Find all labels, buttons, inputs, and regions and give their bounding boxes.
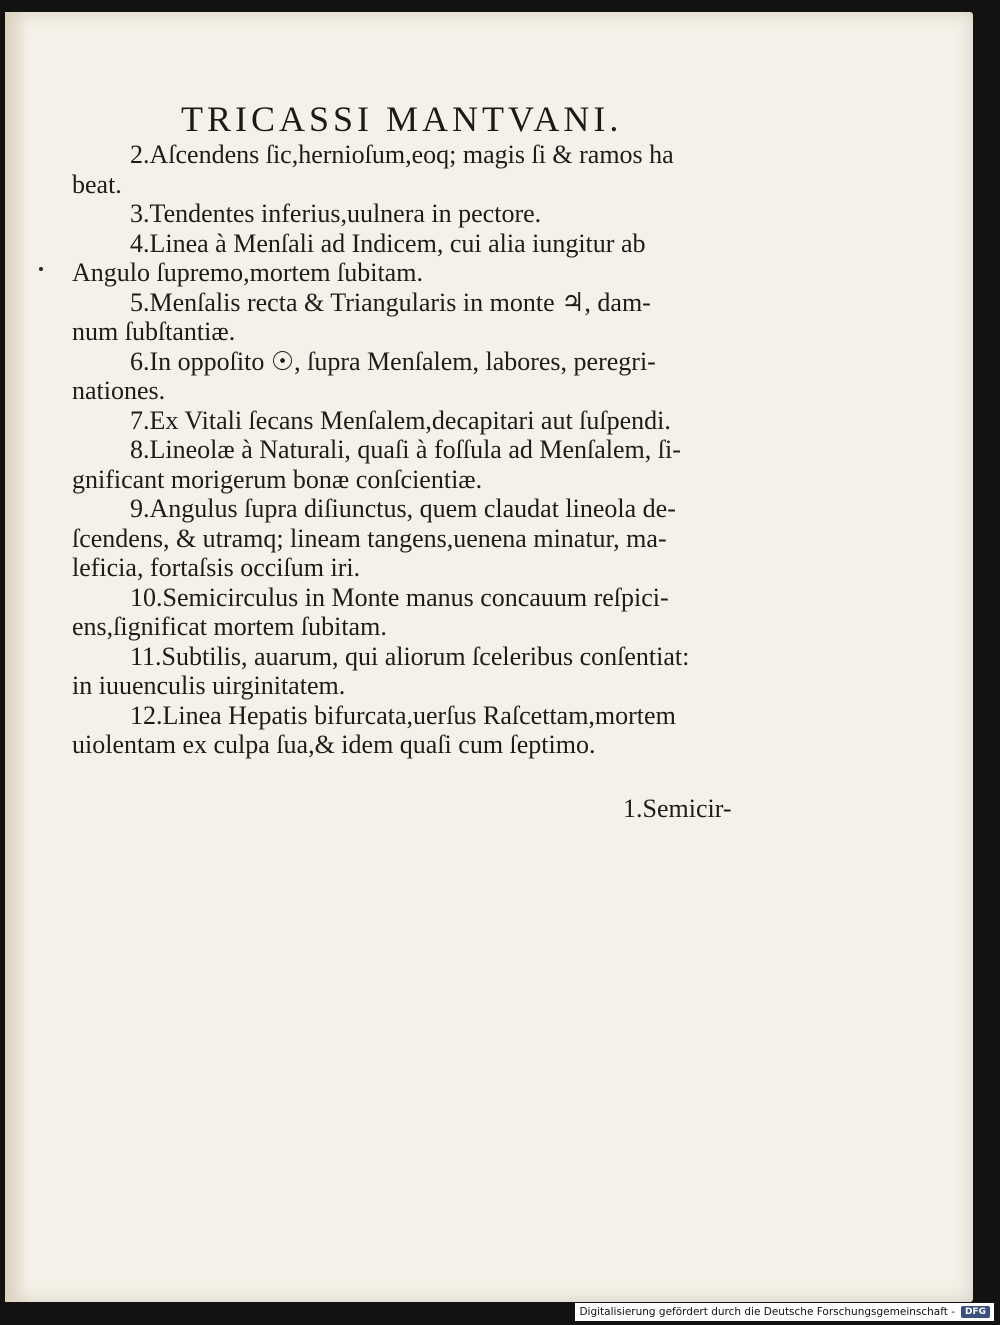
text-line: num ſubſtantiæ. xyxy=(72,317,236,346)
margin-mark xyxy=(39,267,43,271)
page-gutter-shadow xyxy=(5,12,29,1302)
text-line: 3.Tendentes inferius,uulnera in pectore. xyxy=(130,199,542,228)
body-text xyxy=(72,140,752,760)
text-line: nationes. xyxy=(72,376,166,405)
credit-text: Digitalisierung gefördert durch die Deutsche Forschungsgemeinschaft - xyxy=(579,1306,955,1318)
text-line: 7.Ex Vitali ſecans Menſalem,decapitari aut ſuſpendi. xyxy=(130,405,671,435)
text-line: 10.Semicirculus in Monte manus concauum reſpici- xyxy=(130,582,669,612)
text-line: ſcendens, & utramq; lineam tangens,uenena minatur, ma- xyxy=(72,523,667,553)
text-line: leficia, fortaſsis occiſum iri. xyxy=(72,553,361,582)
text-line: 9.Angulus ſupra diſiunctus, quem claudat lineola de- xyxy=(130,494,676,523)
text-line: gnificant morigerum bonæ conſcientiæ. xyxy=(72,464,483,494)
text-line: 6.In oppoſito ☉, ſupra Menſalem, labores, peregri- xyxy=(130,346,656,376)
text-line: 4.Linea à Menſali ad Indicem, cui alia iungitur ab xyxy=(130,228,646,258)
text-line: beat. xyxy=(72,169,122,199)
text-line: Angulo ſupremo,mortem ſubitam. xyxy=(72,258,423,287)
text-line: ens,ſignificat mortem ſubitam. xyxy=(72,612,387,641)
book-page xyxy=(5,12,973,1302)
text-line: uiolentam ex culpa ſua,& idem quaſi cum ſeptimo. xyxy=(72,730,596,759)
text-line: 11.Subtilis, auarum, qui aliorum ſceleribus conſentiat: xyxy=(130,641,690,671)
text-line: 8.Lineolæ à Naturali, quaſi à foſſula ad Menſalem, ſi- xyxy=(130,435,681,464)
digitization-credit xyxy=(575,1303,994,1321)
text-line: in iuuenculis uirginitatem. xyxy=(72,671,346,700)
text-line: 5.Menſalis recta & Triangularis in monte ♃, dam- xyxy=(130,287,651,317)
dfg-logo: DFG xyxy=(961,1306,990,1318)
catchword: 1.Semicir- xyxy=(623,794,732,823)
text-line: 2.Aſcendens ſic,hernioſum,eoq; magis ſi & ramos ha xyxy=(130,140,674,169)
text-line: 12.Linea Hepatis bifurcata,uerſus Raſcettam,mortem xyxy=(130,700,676,730)
running-head: TRICASSI MANTVANI. xyxy=(181,99,623,139)
